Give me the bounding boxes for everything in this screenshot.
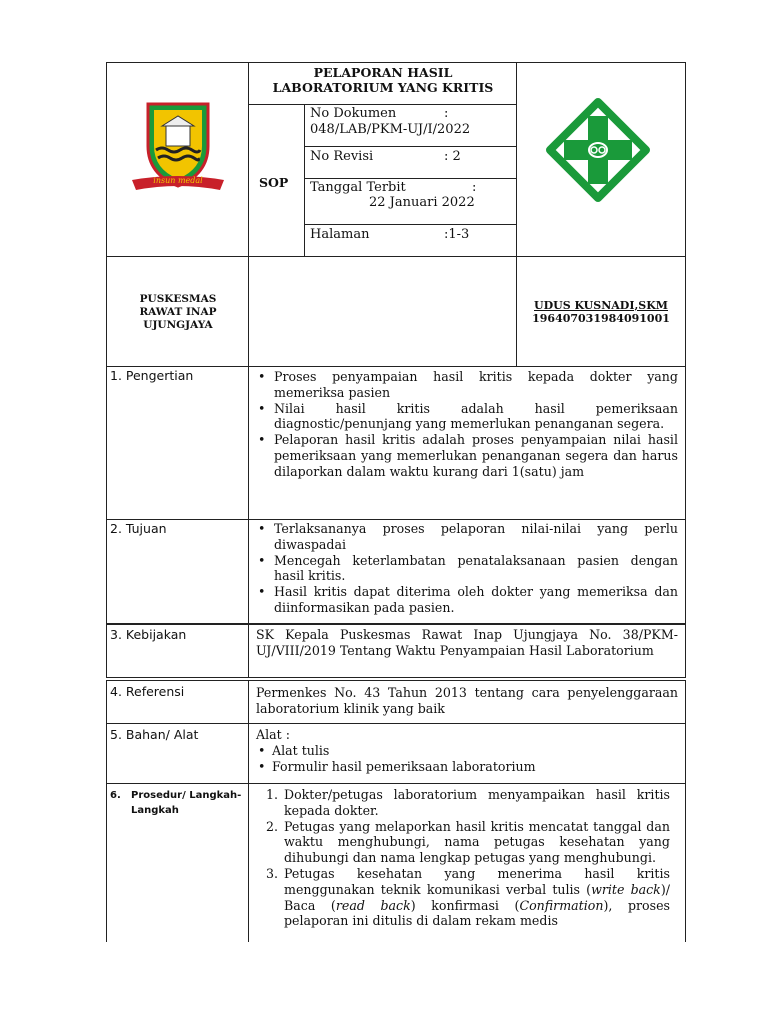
sop-label: SOP: [259, 175, 289, 190]
document-title-line2: LABORATORIUM YANG KRITIS: [272, 80, 494, 95]
objective-item: • Terlaksananya proses pelaporan nilai-nilai yang perlu diwaspadai: [256, 521, 678, 553]
signer-name: UDUS KUSNADI,SKM: [534, 299, 668, 312]
section-1-label: 1. Pengertian: [110, 368, 194, 383]
org-name-line1: PUSKESMAS: [139, 293, 217, 305]
section-3-label: 3. Kebijakan: [110, 627, 187, 642]
section-2-content: [256, 521, 678, 616]
page-value: :1-3: [444, 227, 470, 242]
procedure-step: 2. Petugas yang melaporkan hasil kritis mencatat tanggal dan waktu menghubungi, nama petugas kesehatan yang dihubungi dan nama lengkap petugas yang menghubungi.: [266, 818, 670, 866]
page-label: Halaman: [310, 227, 370, 242]
objective-item: • Mencegah keterlambatan penatalaksanaan pasien dengan hasil kritis.: [256, 553, 678, 585]
section-2-label: 2. Tujuan: [110, 521, 167, 536]
doc-number-value: 048/LAB/PKM-UJ/I/2022: [310, 122, 471, 137]
section-6-number: 6.: [110, 790, 121, 801]
tool-item: • Formulir hasil pemeriksaan laboratorium: [256, 759, 678, 775]
doc-number-label: No Dokumen: [310, 106, 397, 121]
section-4-content: [256, 685, 678, 717]
issue-date-label: Tanggal Terbit: [310, 180, 406, 195]
procedure-step: 1. Dokter/petugas laboratorium menyampaikan hasil kritis kepada dokter.: [266, 787, 670, 818]
org-name-line2: RAWAT INAP: [139, 306, 217, 318]
doc-number-colon: :: [444, 106, 449, 121]
tool-item: • Alat tulis: [256, 743, 678, 759]
revision-label: No Revisi: [310, 149, 374, 164]
logo-motto: insun medal: [153, 176, 203, 185]
section-1-content: [256, 369, 678, 480]
org-name-line3: UJUNGJAYA: [143, 319, 213, 331]
issue-date-colon: :: [472, 180, 477, 195]
reference-text: Permenkes No. 43 Tahun 2013 tentang cara penyelenggaraan laboratorium klinik yang baik: [256, 685, 678, 716]
objective-item: • Hasil kritis dapat diterima oleh dokter yang memeriksa dan diinformasikan pada pasien.: [256, 584, 678, 616]
section-6-label-line2: Langkah: [131, 805, 179, 816]
policy-text: SK Kepala Puskesmas Rawat Inap Ujungjaya No. 38/PKM-UJ/VIII/2019 Tentang Waktu Penyampaian Hasil Laboratorium: [256, 627, 678, 658]
document-title-line1: PELAPORAN HASIL: [313, 65, 453, 80]
tools-intro: Alat :: [256, 727, 290, 742]
definition-item: • Pelaporan hasil kritis adalah proses penyampaian nilai hasil pemeriksaan yang memerlukan penanganan segera dan harus dilaporkan dalam waktu kurang dari 1(satu) jam: [256, 432, 678, 479]
section-5-label: 5. Bahan/ Alat: [110, 727, 199, 742]
definition-item: • Nilai hasil kritis adalah hasil pemeriksaan diagnostic/penunjang yang memerlukan penanganan segera.: [256, 401, 678, 433]
revision-value: : 2: [444, 149, 461, 164]
section-6-content: [256, 787, 670, 929]
regional-emblem-logo: [128, 96, 228, 196]
section-3-content: [256, 627, 678, 659]
section-5-content: [256, 727, 678, 774]
section-4-label: 4. Referensi: [110, 684, 185, 699]
signer-nip: 196407031984091001: [532, 312, 670, 325]
section-6-label-line1: Prosedur/ Langkah-: [131, 790, 242, 801]
procedure-step: 3. Petugas kesehatan yang menerima hasil kritis menggunakan teknik komunikasi verbal tulis (write back)/ Baca (read back) konfirmasi (Confirmation), proses pelaporan ini ditulis di dalam rekam medis: [266, 865, 670, 929]
definition-item: • Proses penyampaian hasil kritis kepada dokter yang memeriksa pasien: [256, 369, 678, 401]
issue-date-value: 22 Januari 2022: [369, 195, 475, 210]
puskesmas-logo: [546, 98, 650, 202]
